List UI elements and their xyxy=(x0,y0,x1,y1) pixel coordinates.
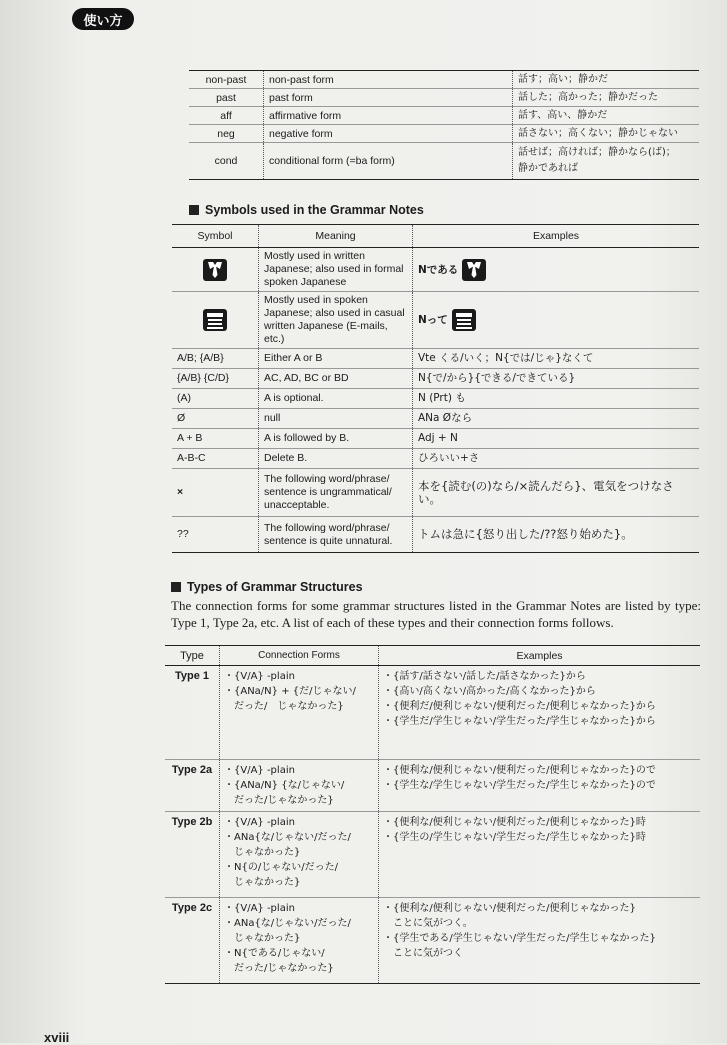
meaning-cell: Mostly used in spoken Japanese; also used in casual written Japanese (E-mails, etc.) xyxy=(259,292,413,349)
form-examples xyxy=(513,89,700,107)
connection-forms xyxy=(220,898,379,984)
type-example-line: ・{便利な/便利じゃない/便利だった/便利じゃなかった}ので xyxy=(383,765,656,776)
formal-tie-icon xyxy=(462,259,486,281)
form-abbr: non-past xyxy=(189,71,264,89)
form-description: negative form xyxy=(264,125,513,143)
type-example-line: ・{高い/高くない/高かった/高くなかった}から xyxy=(383,686,596,697)
example-text: Vte くる/いく；N{では/じゃ}なくて xyxy=(418,352,594,364)
types-header-row xyxy=(165,646,700,666)
symbol-text: {A/B} {C/D} xyxy=(177,372,229,384)
symbol-cell xyxy=(172,369,259,389)
connection-form-line: じゃなかった} xyxy=(224,847,301,858)
symbols-header-row xyxy=(172,225,699,248)
symbol-row xyxy=(172,409,699,429)
connection-form-line: ・ANa{な/じゃない/だった/ xyxy=(224,918,351,929)
type-example-line: ・{便利な/便利じゃない/便利だった/便利じゃなかった} xyxy=(383,903,636,914)
symbol-text: × xyxy=(177,486,184,498)
meaning-cell: Either A or B xyxy=(259,349,413,369)
type-example-line: ・{話す/話さない/話した/話さなかった}から xyxy=(383,671,586,682)
type-row xyxy=(165,812,700,898)
types-intro-paragraph: The connection forms for some grammar structures listed in the Grammar Notes are listed by type: Type 1, Type 2a, etc. A list of each of these types and their connection forms follows. xyxy=(171,598,701,630)
meaning-cell: The following word/phrase/ sentence is ungrammatical/ unacceptable. xyxy=(259,469,413,517)
type-label: Type 2c xyxy=(165,898,220,984)
symbol-row xyxy=(172,389,699,409)
type-examples xyxy=(379,760,701,812)
types-heading: Types of Grammar Structures xyxy=(171,580,363,594)
symbol-cell xyxy=(172,409,259,429)
symbol-text: Ø xyxy=(177,412,186,424)
type-example-line: ・{学生な/学生じゃない/学生だった/学生じゃなかった}ので xyxy=(383,780,656,791)
example-text: Nって xyxy=(418,314,448,326)
form-abbr: cond xyxy=(189,143,264,180)
meaning-cell: A is optional. xyxy=(259,389,413,409)
form-examples xyxy=(513,125,700,143)
example-text: 本を{読む(の)なら/×読んだら}、電気をつけなさい。 xyxy=(418,478,674,506)
type-example-line: ・{学生である/学生じゃない/学生だった/学生じゃなかった} xyxy=(383,933,656,944)
connection-form-line: じゃなかった} xyxy=(224,933,301,944)
example-text: トムは急に{怒り出した/??怒り始めた}。 xyxy=(418,527,633,541)
types-table xyxy=(165,645,700,984)
form-description: past form xyxy=(264,89,513,107)
example-cell xyxy=(413,248,700,292)
symbols-header-examples: Examples xyxy=(413,225,700,248)
page-number: xviii xyxy=(44,1030,70,1045)
form-example-text: 静かであれば xyxy=(518,163,578,174)
form-description: affirmative form xyxy=(264,107,513,125)
type-row xyxy=(165,666,700,760)
formal-tie-icon xyxy=(203,259,227,281)
form-example-text: 話す、高い、静かだ xyxy=(518,109,608,121)
types-header-examples: Examples xyxy=(379,646,701,666)
meaning-cell: The following word/phrase/ sentence is quite unnatural. xyxy=(259,517,413,553)
symbol-row xyxy=(172,429,699,449)
connection-form-line: だった/ じゃなかった} xyxy=(224,701,344,712)
example-cell xyxy=(413,389,700,409)
type-examples xyxy=(379,898,701,984)
example-text: N (Prt) も xyxy=(418,392,466,404)
symbols-table xyxy=(172,224,699,553)
symbol-cell xyxy=(172,449,259,469)
symbol-cell xyxy=(172,389,259,409)
form-description: non-past form xyxy=(264,71,513,89)
type-example-line: ・{学生だ/学生じゃない/学生だった/学生じゃなかった}から xyxy=(383,716,656,727)
forms-row xyxy=(189,89,699,107)
types-header-forms: Connection Forms xyxy=(220,646,379,666)
form-example-text: 話した；高かった；静かだった xyxy=(518,91,658,103)
connection-form-line: ・N{の/じゃない/だった/ xyxy=(224,862,338,873)
symbol-text: A-B-C xyxy=(177,452,206,464)
example-cell xyxy=(413,292,700,349)
connection-form-line: ・{V/A} -plain xyxy=(224,817,295,828)
connection-form-line: ・{V/A} -plain xyxy=(224,671,295,682)
meaning-cell: AC, AD, BC or BD xyxy=(259,369,413,389)
example-cell xyxy=(413,517,700,553)
symbol-row xyxy=(172,369,699,389)
form-example-text: 話さない；高くない；静かじゃない xyxy=(518,127,678,139)
type-example-line: ことに気がつく xyxy=(383,948,463,959)
meaning-cell: Mostly used in written Japanese; also used in formal spoken Japanese xyxy=(259,248,413,292)
type-example-line: ・{便利な/便利じゃない/便利だった/便利じゃなかった}時 xyxy=(383,817,646,828)
connection-forms xyxy=(220,760,379,812)
type-example-line: ・{学生の/学生じゃない/学生だった/学生じゃなかった}時 xyxy=(383,832,646,843)
type-examples xyxy=(379,666,701,760)
types-header-type: Type xyxy=(165,646,220,666)
form-example-text: 話す；高い；静かだ xyxy=(518,73,608,85)
forms-row xyxy=(189,71,699,89)
symbol-text: (A) xyxy=(177,392,191,404)
type-label: Type 2a xyxy=(165,760,220,812)
symbol-text: ?? xyxy=(177,528,189,540)
symbol-cell xyxy=(172,469,259,517)
symbol-cell xyxy=(172,429,259,449)
symbol-cell xyxy=(172,349,259,369)
type-label: Type 1 xyxy=(165,666,220,760)
example-cell xyxy=(413,469,700,517)
connection-form-line: ・N{である/じゃない/ xyxy=(224,948,325,959)
connection-forms xyxy=(220,812,379,898)
symbol-cell xyxy=(172,292,259,349)
section-badge: 使い方 xyxy=(72,8,134,30)
forms-row xyxy=(189,143,699,180)
symbol-cell xyxy=(172,517,259,553)
connection-form-line: ・{V/A} -plain xyxy=(224,903,295,914)
square-bullet-icon xyxy=(189,205,199,215)
forms-row xyxy=(189,125,699,143)
symbol-row xyxy=(172,517,699,553)
example-text: ひろいい+さ xyxy=(418,452,480,464)
example-text: Adj + N xyxy=(418,432,458,444)
forms-row xyxy=(189,107,699,125)
form-abbr: past xyxy=(189,89,264,107)
example-cell xyxy=(413,409,700,429)
example-text: N{で/から}{できる/できている} xyxy=(418,372,576,384)
symbol-cell xyxy=(172,248,259,292)
square-bullet-icon xyxy=(171,582,181,592)
connection-form-line: ・{V/A} -plain xyxy=(224,765,295,776)
symbol-row xyxy=(172,449,699,469)
symbol-text: A + B xyxy=(177,432,203,444)
form-examples xyxy=(513,71,700,89)
symbol-row xyxy=(172,469,699,517)
symbol-row xyxy=(172,248,699,292)
example-cell xyxy=(413,369,700,389)
connection-form-line: ・{ANa/N} {な/じゃない/ xyxy=(224,780,345,791)
type-example-line: ことに気がつく。 xyxy=(383,918,473,929)
forms-table xyxy=(189,70,699,180)
example-text: Nである xyxy=(418,263,459,276)
symbols-heading: Symbols used in the Grammar Notes xyxy=(189,203,424,217)
symbols-header-meaning: Meaning xyxy=(259,225,413,248)
form-examples xyxy=(513,143,700,180)
type-label: Type 2b xyxy=(165,812,220,898)
casual-shirt-icon xyxy=(203,309,227,331)
form-example-text: 話せば；高ければ；静かなら(ば)； xyxy=(518,147,676,158)
connection-form-line: ・ANa{な/じゃない/だった/ xyxy=(224,832,351,843)
meaning-cell: A is followed by B. xyxy=(259,429,413,449)
form-abbr: neg xyxy=(189,125,264,143)
type-examples xyxy=(379,812,701,898)
symbol-row xyxy=(172,292,699,349)
type-example-line: ・{便利だ/便利じゃない/便利だった/便利じゃなかった}から xyxy=(383,701,656,712)
form-description: conditional form (=ba form) xyxy=(264,143,513,180)
form-examples xyxy=(513,107,700,125)
symbol-text: A/B; {A/B} xyxy=(177,352,224,364)
type-row xyxy=(165,760,700,812)
example-cell xyxy=(413,449,700,469)
connection-form-line: じゃなかった} xyxy=(224,877,301,888)
form-abbr: aff xyxy=(189,107,264,125)
connection-form-line: だった/じゃなかった} xyxy=(224,795,334,806)
type-row xyxy=(165,898,700,984)
connection-forms xyxy=(220,666,379,760)
symbol-row xyxy=(172,349,699,369)
meaning-cell: null xyxy=(259,409,413,429)
example-text: ANa Øなら xyxy=(418,412,473,424)
meaning-cell: Delete B. xyxy=(259,449,413,469)
connection-form-line: だった/じゃなかった} xyxy=(224,963,334,974)
casual-shirt-icon xyxy=(452,309,476,331)
example-cell xyxy=(413,429,700,449)
symbols-header-symbol: Symbol xyxy=(172,225,259,248)
connection-form-line: ・{ANa/N} + {だ/じゃない/ xyxy=(224,686,356,697)
example-cell xyxy=(413,349,700,369)
